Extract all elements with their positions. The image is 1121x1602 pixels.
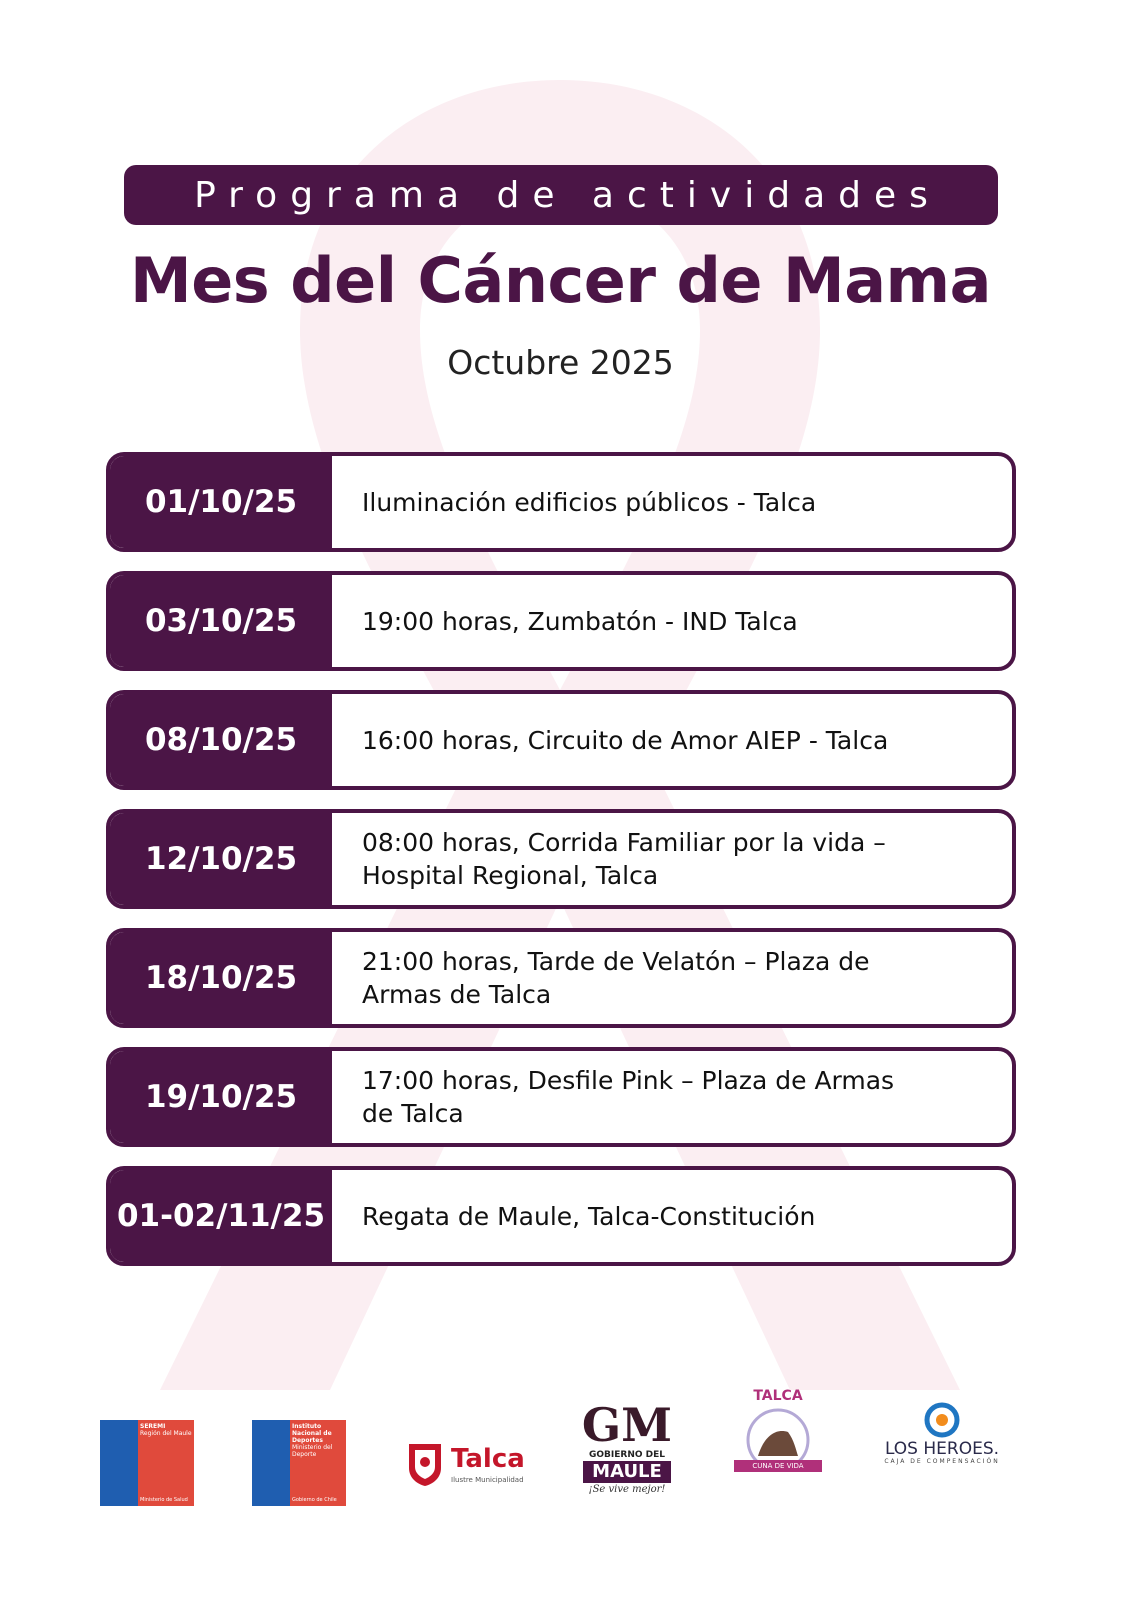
event-date: 19/10/25 <box>110 1051 332 1143</box>
event-date: 18/10/25 <box>110 932 332 1024</box>
program-banner <box>124 165 998 225</box>
event-row <box>106 690 1016 790</box>
event-description: 17:00 horas, Desfile Pink – Plaza de Armas de Talca <box>362 1066 895 1128</box>
event-date: 01-02/11/25 <box>110 1170 332 1262</box>
los-heroes-logo: LOS HEROES. CAJA DE COMPENSACIÓN <box>872 1400 1012 1470</box>
page-title: Mes del Cáncer de Mama <box>130 244 991 317</box>
event-date: 12/10/25 <box>110 813 332 905</box>
event-description: Regata de Maule, Talca-Constitución <box>362 1201 816 1231</box>
gobierno-maule-logo: GM GOBIERNO DEL MAULE ¡Se vive mejor! <box>581 1398 673 1495</box>
event-description: Iluminación edificios públicos - Talca <box>362 487 817 517</box>
event-row <box>106 928 1016 1028</box>
seremi-logo: SEREMI Región del Maule Ministerio de Salud <box>100 1420 194 1506</box>
program-banner-text: Programa de actividades <box>194 174 941 216</box>
event-date: 03/10/25 <box>110 575 332 667</box>
event-description: 08:00 horas, Corrida Familiar por la vida – Hospital Regional, Talca <box>362 828 886 890</box>
event-date: 08/10/25 <box>110 694 332 786</box>
event-description: 21:00 horas, Tarde de Velatón – Plaza de Armas de Talca <box>362 947 870 1009</box>
sponsor-logos <box>0 1388 1121 1530</box>
event-row <box>106 452 1016 552</box>
shield-icon <box>405 1440 445 1488</box>
event-row <box>106 1047 1016 1147</box>
target-icon <box>922 1400 962 1440</box>
page-subtitle: Octubre 2025 <box>447 343 674 382</box>
event-row <box>106 1166 1016 1266</box>
event-row <box>106 571 1016 671</box>
event-date: 01/10/25 <box>110 456 332 548</box>
talca-cuna-de-vida-logo: TALCA CUNA DE VIDA <box>730 1388 826 1488</box>
ind-logo: Instituto Nacional de Deportes Ministerio del Deporte Gobierno de Chile <box>252 1420 346 1506</box>
event-description: 16:00 horas, Circuito de Amor AIEP - Talca <box>362 725 889 755</box>
event-row <box>106 809 1016 909</box>
talca-municipality-logo: Talca Ilustre Municipalidad <box>405 1440 535 1490</box>
event-description: 19:00 horas, Zumbatón - IND Talca <box>362 606 798 636</box>
